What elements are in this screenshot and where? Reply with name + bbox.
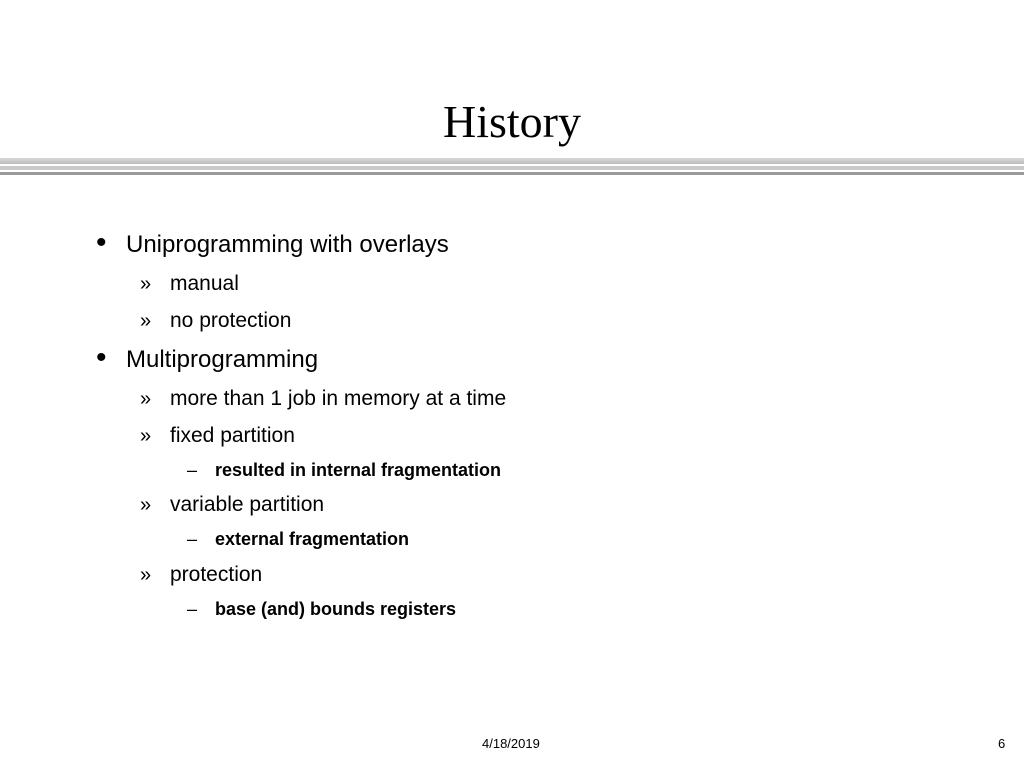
sub-item xyxy=(140,308,292,334)
bullet-item xyxy=(96,226,449,260)
sub-item xyxy=(140,562,263,588)
sub-text: no protection xyxy=(170,309,292,332)
sub-sub-text: base (and) bounds registers xyxy=(215,599,457,619)
sub-sub-bullet: – xyxy=(187,599,198,619)
sub-bullet: » xyxy=(140,425,152,447)
sub-bullet: » xyxy=(140,494,152,516)
sub-text: manual xyxy=(170,272,239,295)
bullet-text: Uniprogramming with overlays xyxy=(126,231,449,258)
sub-item xyxy=(140,492,325,518)
sub-sub-text: external fragmentation xyxy=(215,529,410,549)
sub-item xyxy=(140,271,239,297)
sub-text: more than 1 job in memory at a time xyxy=(170,387,507,410)
sub-text: protection xyxy=(170,563,263,586)
sub-text: fixed partition xyxy=(170,424,295,447)
page-number: 6 xyxy=(998,736,1006,751)
sub-bullet: » xyxy=(140,273,152,295)
sub-bullet: » xyxy=(140,388,152,410)
footer-date: 4/18/2019 xyxy=(482,736,540,751)
sub-sub-item xyxy=(187,528,410,550)
bullet-dot: • xyxy=(96,226,107,259)
sub-sub-text: resulted in internal fragmentation xyxy=(215,460,502,480)
bullet-text: Multiprogramming xyxy=(126,346,319,373)
sub-item xyxy=(140,423,295,449)
sub-text: variable partition xyxy=(170,493,325,516)
sub-bullet: » xyxy=(140,310,152,332)
sub-sub-bullet: – xyxy=(187,529,198,549)
sub-sub-item xyxy=(187,598,457,620)
sub-bullet: » xyxy=(140,564,152,586)
sub-sub-item xyxy=(187,459,502,481)
bullet-dot: • xyxy=(96,341,107,374)
sub-item xyxy=(140,386,507,412)
slide-title: History xyxy=(443,96,581,147)
bullet-item xyxy=(96,341,319,375)
sub-sub-bullet: – xyxy=(187,460,198,480)
